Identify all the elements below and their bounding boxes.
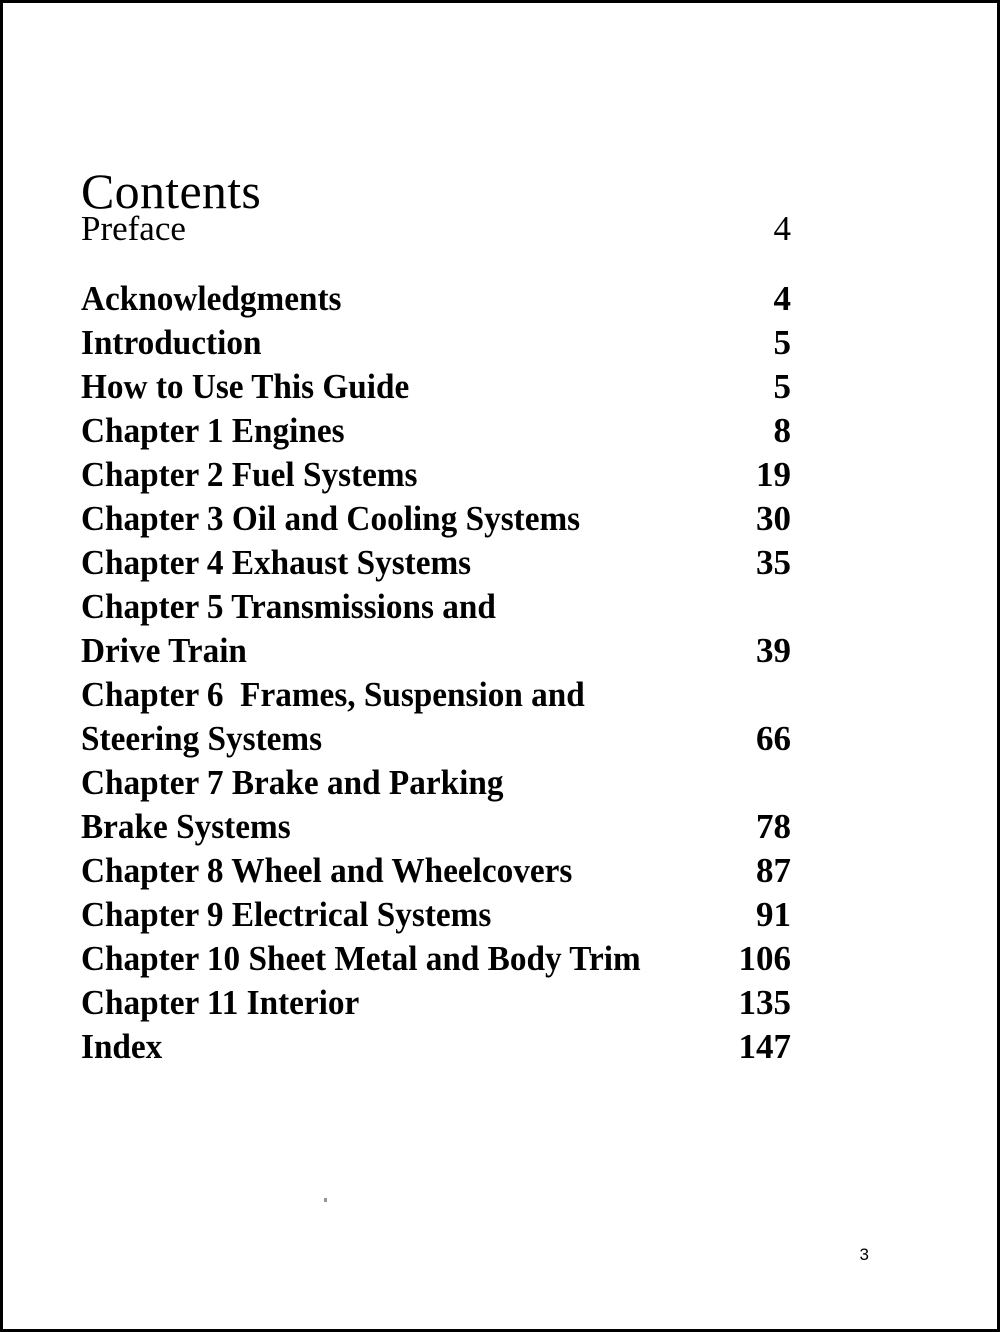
toc-entry-page-number: 135 <box>738 983 791 1022</box>
toc-entry[interactable] <box>81 805 791 849</box>
toc-entry-page-number: 5 <box>773 323 791 362</box>
toc-entry-label: Chapter 7 Brake and Parking <box>81 763 504 802</box>
toc-entry-label: Chapter 11 Interior <box>81 983 360 1022</box>
table-of-contents <box>81 203 791 1069</box>
toc-entry-list <box>81 277 791 1069</box>
toc-entry[interactable] <box>81 497 791 541</box>
toc-entry-label: Steering Systems <box>81 719 323 758</box>
toc-entry-preface[interactable] <box>81 203 791 255</box>
toc-entry-page-number: 30 <box>756 499 791 538</box>
toc-entry[interactable] <box>81 893 791 937</box>
toc-entry-label: Index <box>81 1027 163 1066</box>
toc-entry[interactable] <box>81 629 791 673</box>
toc-entry-page-number: 147 <box>738 1027 791 1066</box>
toc-entry-label: Chapter 8 Wheel and Wheelcovers <box>81 851 573 890</box>
toc-entry[interactable] <box>81 365 791 409</box>
page-title: Contents <box>81 162 262 219</box>
toc-entry[interactable] <box>81 1025 791 1069</box>
toc-entry-page-number: 106 <box>738 939 791 978</box>
toc-entry-label: Chapter 9 Electrical Systems <box>81 895 492 934</box>
toc-entry-label: Chapter 5 Transmissions and <box>81 587 496 626</box>
toc-entry[interactable] <box>81 937 791 981</box>
toc-entry-label: Chapter 1 Engines <box>81 411 345 450</box>
toc-entry-page-number: 91 <box>756 895 791 934</box>
toc-entry-page-number: 66 <box>756 719 791 758</box>
toc-entry[interactable] <box>81 981 791 1025</box>
toc-entry[interactable] <box>81 453 791 497</box>
toc-entry-page-number: 35 <box>756 543 791 582</box>
toc-entry-page-number: 78 <box>756 807 791 846</box>
toc-entry-page-number: 19 <box>756 455 791 494</box>
toc-entry-label: Preface <box>81 209 186 248</box>
toc-entry[interactable] <box>81 717 791 761</box>
toc-entry[interactable] <box>81 849 791 893</box>
toc-entry-page-number: 4 <box>773 279 791 318</box>
toc-entry-page-number: 8 <box>773 411 791 450</box>
toc-entry[interactable] <box>81 277 791 321</box>
toc-entry-label: Chapter 4 Exhaust Systems <box>81 543 472 582</box>
toc-entry-label: Drive Train <box>81 631 247 670</box>
toc-entry-label: Introduction <box>81 323 262 362</box>
toc-entry-label: Chapter 6 Frames, Suspension and <box>81 675 585 714</box>
toc-entry-label: Chapter 3 Oil and Cooling Systems <box>81 499 581 538</box>
toc-entry-page-number: 4 <box>773 209 791 248</box>
toc-entry[interactable] <box>81 409 791 453</box>
toc-entry-label: Chapter 10 Sheet Metal and Body Trim <box>81 939 641 978</box>
scan-speck-artifact <box>324 1198 327 1202</box>
toc-entry-page-number: 5 <box>773 367 791 406</box>
toc-entry-page-number: 39 <box>756 631 791 670</box>
toc-entry-label: Chapter 2 Fuel Systems <box>81 455 418 494</box>
toc-entry-label: Brake Systems <box>81 807 291 846</box>
toc-entry[interactable] <box>81 585 791 629</box>
toc-entry[interactable] <box>81 321 791 365</box>
toc-entry-page-number: 87 <box>756 851 791 890</box>
toc-entry[interactable] <box>81 761 791 805</box>
toc-entry[interactable] <box>81 541 791 585</box>
folio-page-number: 3 <box>859 1245 869 1264</box>
toc-entry-label: Acknowledgments <box>81 279 342 318</box>
toc-entry-label: How to Use This Guide <box>81 367 410 406</box>
toc-entry[interactable] <box>81 673 791 717</box>
